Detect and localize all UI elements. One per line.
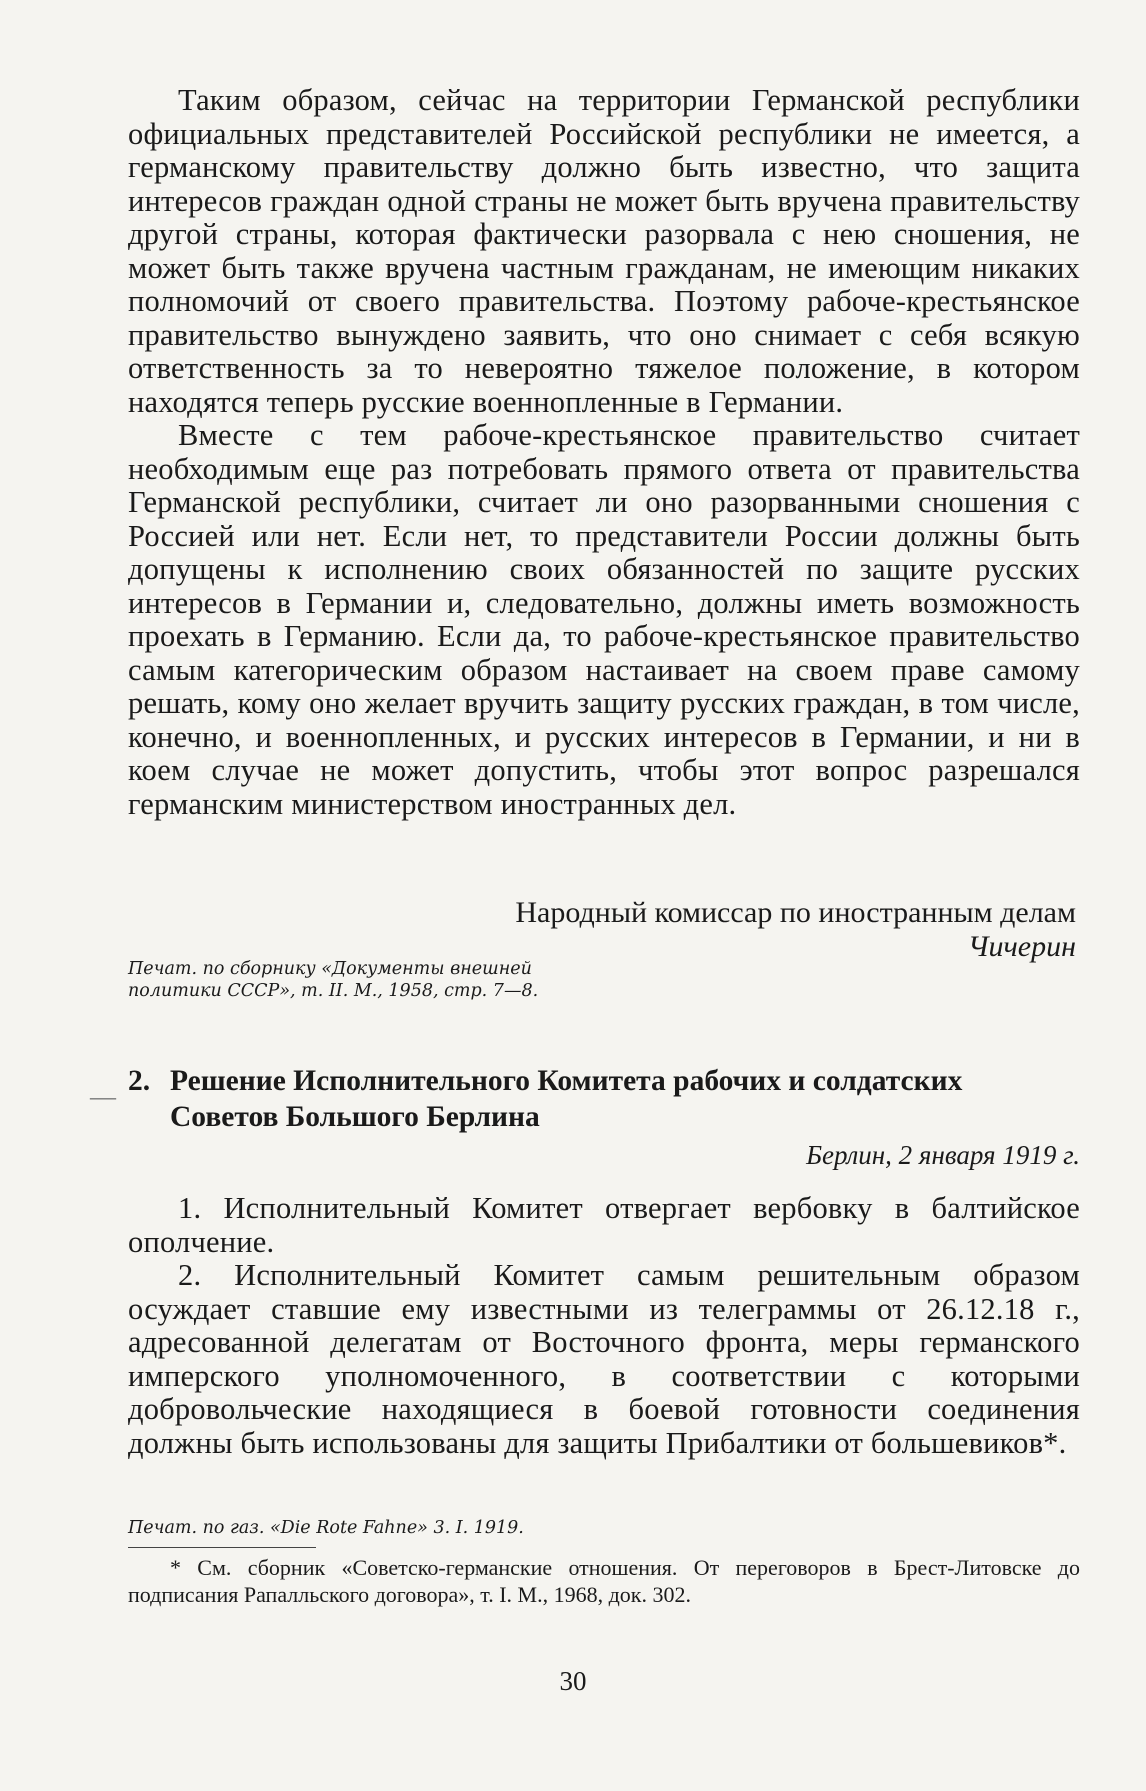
- footnote-text: * См. сборник «Советско-германские отношения. От переговоров в Брест-Литовске до подписания Рапалльского договора», т. I. М., 1968, док. 302.: [128, 1555, 1080, 1607]
- page-number: 30: [559, 1666, 587, 1696]
- footnote: [128, 1554, 1080, 1608]
- source-citation-1: [128, 958, 648, 1002]
- section-title-line2: Советов Большого Берлина: [170, 1101, 540, 1133]
- signature-name: Чичерин: [967, 930, 1076, 963]
- paragraph-1: Таким образом, сейчас на территории Германской республики официальных представителей Российской республики не имеется, а германскому правительству должно быть известно, что защита интересов граждан одной страны не может быть вручена правительству другой страны, которая фактически разорвала с нею сношения, не может быть также вручена частным гражданам, не имеющим никаких полномочий от своего правительства. Поэтому рабоче-крестьянское правительство вынуждено заявить, что оно снимает с себя всякую ответственность за то невероятно тяжелое положение, в котором находятся теперь русские военнопленные в Германии.: [128, 83, 1080, 419]
- section-paragraph-1: 1. Исполнительный Комитет отвергает вербовку в балтийское ополчение.: [128, 1191, 1080, 1259]
- section-paragraph-2: 2. Исполнительный Комитет самым решительным образом осуждает ставшие ему известными из телеграммы от 26.12.18 г., адресованной делегатам от Восточного фронта, меры германского имперского уполномоченного, в соответствии с которыми добровольческие находящиеся в боевой готовности соединения должны быть использованы для защиты Прибалтики от большевиков*.: [128, 1258, 1080, 1460]
- main-text: [128, 84, 1080, 821]
- source-citation-1-line2: политики СССР», т. II. М., 1958, стр. 7—8.: [128, 981, 539, 1001]
- paragraph-2: Вместе с тем рабоче-крестьянское правительство считает необходимым еще раз потребовать прямого ответа от правительства Германской республики, считает ли оно разорванными сношения с Россией или нет. Если нет, то представители России должны быть допущены к исполнению своих обязанностей по защите русских интересов в Германии и, следовательно, должны иметь возможность проехать в Германию. Если да, то рабоче-крестьянское правительство самым категорическим образом настаивает на своем праве самому решать, кому оно желает вручить защиту русских граждан, в том числе, конечно, и военнопленных, и русских интересов в Германии, и ни в коем случае не может допустить, чтобы этот вопрос разрешался германским министерством иностранных дел.: [128, 418, 1080, 821]
- section-heading: [128, 1063, 1088, 1135]
- section-title-line1: Решение Исполнительного Комитета рабочих и солдатских: [170, 1065, 963, 1097]
- section-number: 2.: [128, 1065, 151, 1097]
- signature-title: Народный комиссар по иностранным делам: [515, 896, 1076, 929]
- dateline: Берлин, 2 января 1919 г.: [806, 1140, 1080, 1170]
- source-citation-2: Печат. по газ. «Die Rote Fahne» 3. I. 1919.: [128, 1518, 524, 1538]
- margin-dash: —: [90, 1082, 116, 1111]
- footnote-divider: [128, 1547, 316, 1548]
- section-text: [128, 1192, 1080, 1460]
- source-citation-1-line1: Печат. по сборнику «Документы внешней: [128, 959, 532, 979]
